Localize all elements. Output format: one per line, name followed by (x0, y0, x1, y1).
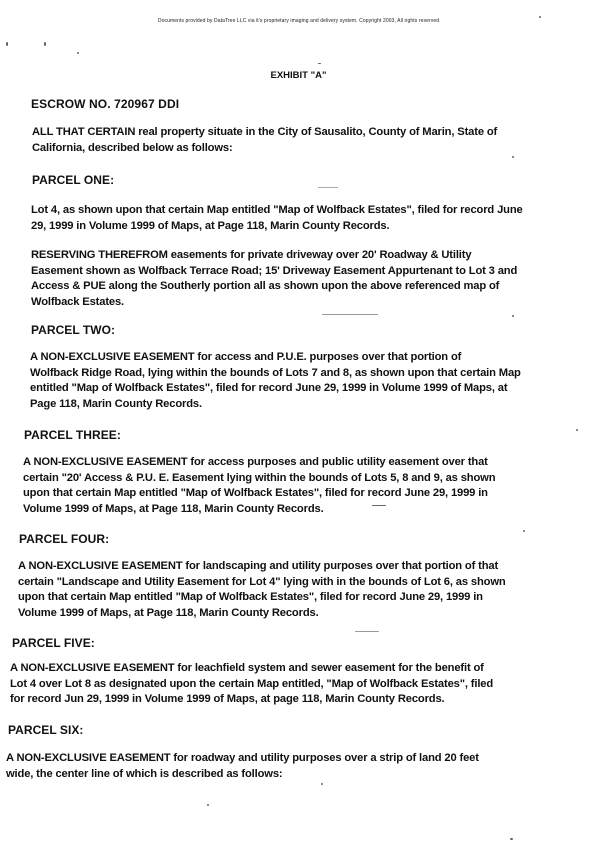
scan-speck (207, 804, 209, 806)
scan-speck (6, 42, 8, 46)
parcel-four-paragraph: A NON-EXCLUSIVE EASEMENT for landscaping and utility purposes over that portion of that certain "Landscape and Utility Easement for Lot 4" lying with in the bounds of Lot 6, as shown upon that certain Map entitled "Map of Wolfback Estates", filed for record June 29, 1999 in Volume 1999 of Maps, at Page 118, Marin County Records. (18, 560, 506, 619)
parcel-two-paragraph: A NON-EXCLUSIVE EASEMENT for access and P.U.E. purposes over that portion of Wolfback Ridge Road, lying within the bounds of Lots 7 and 8, as shown upon that certain Map entitled "Map of Wolfback Estates", filed for record June 29, 1999 in Volume 1999 of Maps, at Page 118, Marin County Records. (30, 351, 521, 410)
parcel-six-heading: PARCEL SIX: (8, 723, 84, 737)
copyright-header-note: Documents provided by DataTree LLC via it's proprietary imaging and delivery system. Copyright 2003, All rights reserved (157, 18, 440, 24)
parcel-one-paragraph: Lot 4, as shown upon that certain Map entitled "Map of Wolfback Estates", filed for record June 29, 1999 in Volume 1999 of Maps, at Page 118, Marin County Records. (31, 204, 523, 232)
parcel-five-paragraph: A NON-EXCLUSIVE EASEMENT for leachfield system and sewer easement for the benefit of Lot 4 over Lot 8 as designated upon the certain Map entitled, "Map of Wolfback Estates", filed for record Jun 29, 1999 in Volume 1999 of Maps, at page 118, Marin County Records. (10, 662, 494, 705)
parcel-three-heading: PARCEL THREE: (24, 428, 121, 442)
exhibit-title: EXHIBIT "A" (270, 70, 327, 81)
scan-speck (322, 314, 378, 315)
scan-speck (539, 16, 541, 18)
parcel-three-paragraph: A NON-EXCLUSIVE EASEMENT for access purposes and public utility easement over that certain "20' Access & P.U. E. Easement lying within the bounds of Lots 5, 8 and 9, as shown upon that certain Map entitled "Map of Wolfback Estates", filed for record June 29, 1999 in Volume 1999 of Maps, at Page 118, Marin County Records. (23, 456, 496, 515)
scan-speck (321, 783, 323, 785)
parcel-four-heading: PARCEL FOUR: (19, 532, 110, 546)
scan-speck (512, 315, 514, 317)
scan-speck (318, 187, 338, 188)
scan-speck (318, 63, 321, 64)
scan-speck (77, 52, 79, 54)
parcel-one-heading: PARCEL ONE: (32, 173, 115, 187)
parcel-five-heading: PARCEL FIVE: (12, 636, 95, 650)
parcel-one-reservation-paragraph: RESERVING THEREFROM easements for private driveway over 20' Roadway & Utility Easement shown as Wolfback Terrace Road; 15' Driveway Easement Appurtenant to Lot 3 and Access & PUE along the Southerly portion all as shown upon the above referenced map of Wolfback Estates. (31, 249, 518, 308)
intro-paragraph: ALL THAT CERTAIN real property situate in the City of Sausalito, County of Marin, State of California, described below as follows: (32, 126, 498, 154)
escrow-number: ESCROW NO. 720967 DDI (31, 97, 180, 111)
scan-speck (523, 530, 525, 532)
scan-speck (576, 429, 578, 431)
scan-speck (512, 156, 514, 158)
scan-speck (372, 505, 386, 506)
parcel-six-paragraph: A NON-EXCLUSIVE EASEMENT for roadway and utility purposes over a strip of land 20 feet wide, the center line of which is described as follows: (6, 752, 479, 780)
scan-speck (44, 42, 46, 46)
scan-speck (355, 631, 379, 632)
parcel-two-heading: PARCEL TWO: (31, 323, 116, 337)
scan-speck (510, 838, 513, 840)
